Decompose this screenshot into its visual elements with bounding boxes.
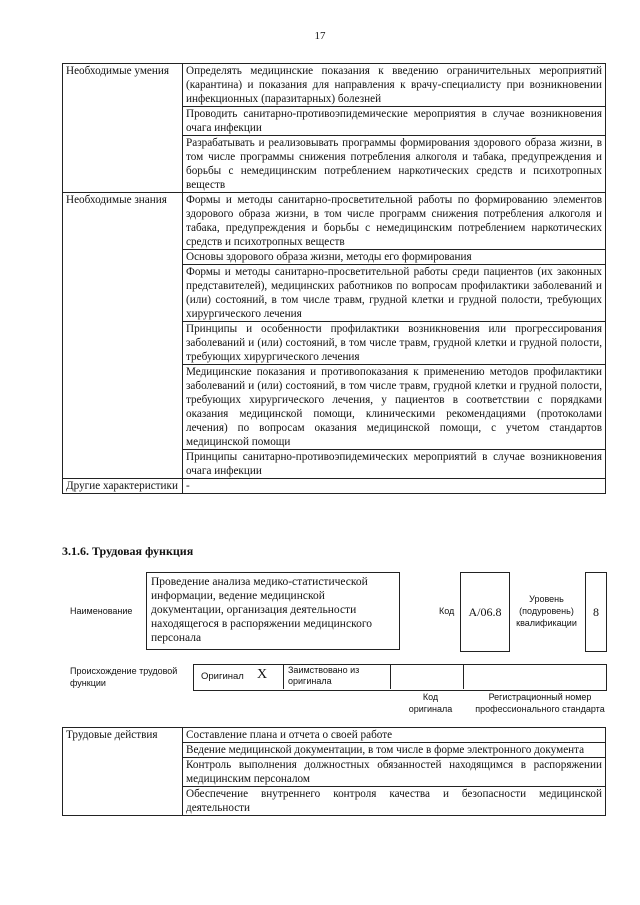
code-label: Код: [439, 606, 455, 616]
row-text: Составление плана и отчета о своей работе: [183, 728, 606, 743]
row-label: Трудовые действия: [63, 728, 183, 816]
requirements-table: [62, 63, 606, 494]
row-text: -: [183, 479, 606, 494]
row-text: Медицинские показания и противопоказания к применению методов профилактики заболеваний и (или) состояний, в том числе травм, грудной клетки и грудной полости, требующих хирургического лечения, у пациентов в соответствии с порядками оказания медицинской помощи, клиническими рекомендациями (протоколами лечения) по вопросам оказания медицинской помощи, с учетом стандартов медицинской помощи: [183, 365, 606, 450]
row-text: Принципы санитарно-противоэпидемических мероприятий в случае возникновения очага инфекции: [183, 450, 606, 479]
row-text: Обеспечение внутреннего контроля качества и безопасности медицинской деятельности: [183, 787, 606, 816]
code-original-label: Код оригинала: [408, 692, 453, 714]
row-text: Проводить санитарно-противоэпидемические мероприятия в случае возникновения очага инфекции: [183, 107, 606, 136]
row-label: Другие характеристики: [63, 479, 183, 494]
row-text: Контроль выполнения должностных обязанностей находящимся в распоряжении медицинским персоналом: [183, 758, 606, 787]
row-text: Основы здорового образа жизни, методы его формирования: [183, 250, 606, 265]
original-label: Оригинал: [201, 671, 244, 682]
row-text: Определять медицинские показания к введению ограничительных мероприятий (карантина) и показания для направления к врачу-специалисту при возникновении инфекционных (паразитарных) болезней: [183, 64, 606, 107]
function-name-box: Проведение анализа медико-статистической информации, ведение медицинской документации, организация деятельности находящегося в распоряжении медицинского персонала: [146, 572, 400, 650]
table-row: [63, 193, 606, 250]
level-label: Уровень (подуровень) квалификации: [516, 594, 577, 628]
section-heading: 3.1.6. Трудовая функция: [62, 544, 194, 558]
name-label: Наименование: [70, 606, 133, 616]
row-text: Ведение медицинской документации, в том числе в форме электронного документа: [183, 743, 606, 758]
level-value-box: 8: [585, 572, 607, 652]
row-label: Необходимые умения: [63, 64, 183, 193]
origin-divider: [283, 664, 284, 689]
origin-label: Происхождение трудовой функции: [70, 666, 178, 688]
table-row: [63, 479, 606, 494]
origin-divider: [463, 664, 464, 689]
table-row: [63, 64, 606, 107]
code-value-box: A/06.8: [460, 572, 510, 652]
borrowed-label: Заимствовано из оригинала: [288, 665, 360, 686]
page-number: 17: [314, 30, 326, 42]
row-text: Принципы и особенности профилактики возникновения или прогрессирования заболеваний и (или) состояний, в том числе травм, грудной клетки и грудной полости, требующих хирургического лечения: [183, 322, 606, 365]
row-text: Разрабатывать и реализовывать программы формирования здорового образа жизни, в том числе программы снижения потребления алкоголя и табака, предупреждения и борьбы с немедицинским потреблением наркотических средств и психотропных веществ: [183, 136, 606, 193]
table-row: [63, 728, 606, 743]
origin-box: [193, 664, 607, 691]
labor-actions-table: [62, 727, 606, 816]
row-label: Необходимые знания: [63, 193, 183, 479]
reg-number-label: Регистрационный номер профессионального стандарта: [475, 692, 605, 714]
row-text: Формы и методы санитарно-просветительной работы среди пациентов (их законных представителей), медицинских работников по вопросам профилактики заболеваний и (или) состояний, в том числе травм, грудной клетки и грудной полости, требующих хирургического лечения: [183, 265, 606, 322]
origin-divider: [390, 664, 391, 689]
row-text: Формы и методы санитарно-просветительной работы по формированию элементов здорового образа жизни, в том числе программ снижения потребления алкоголя и табака, предупреждения и борьбы с немедицинским потреблением наркотических средств и психотропных веществ: [183, 193, 606, 250]
original-mark: X: [257, 667, 268, 682]
